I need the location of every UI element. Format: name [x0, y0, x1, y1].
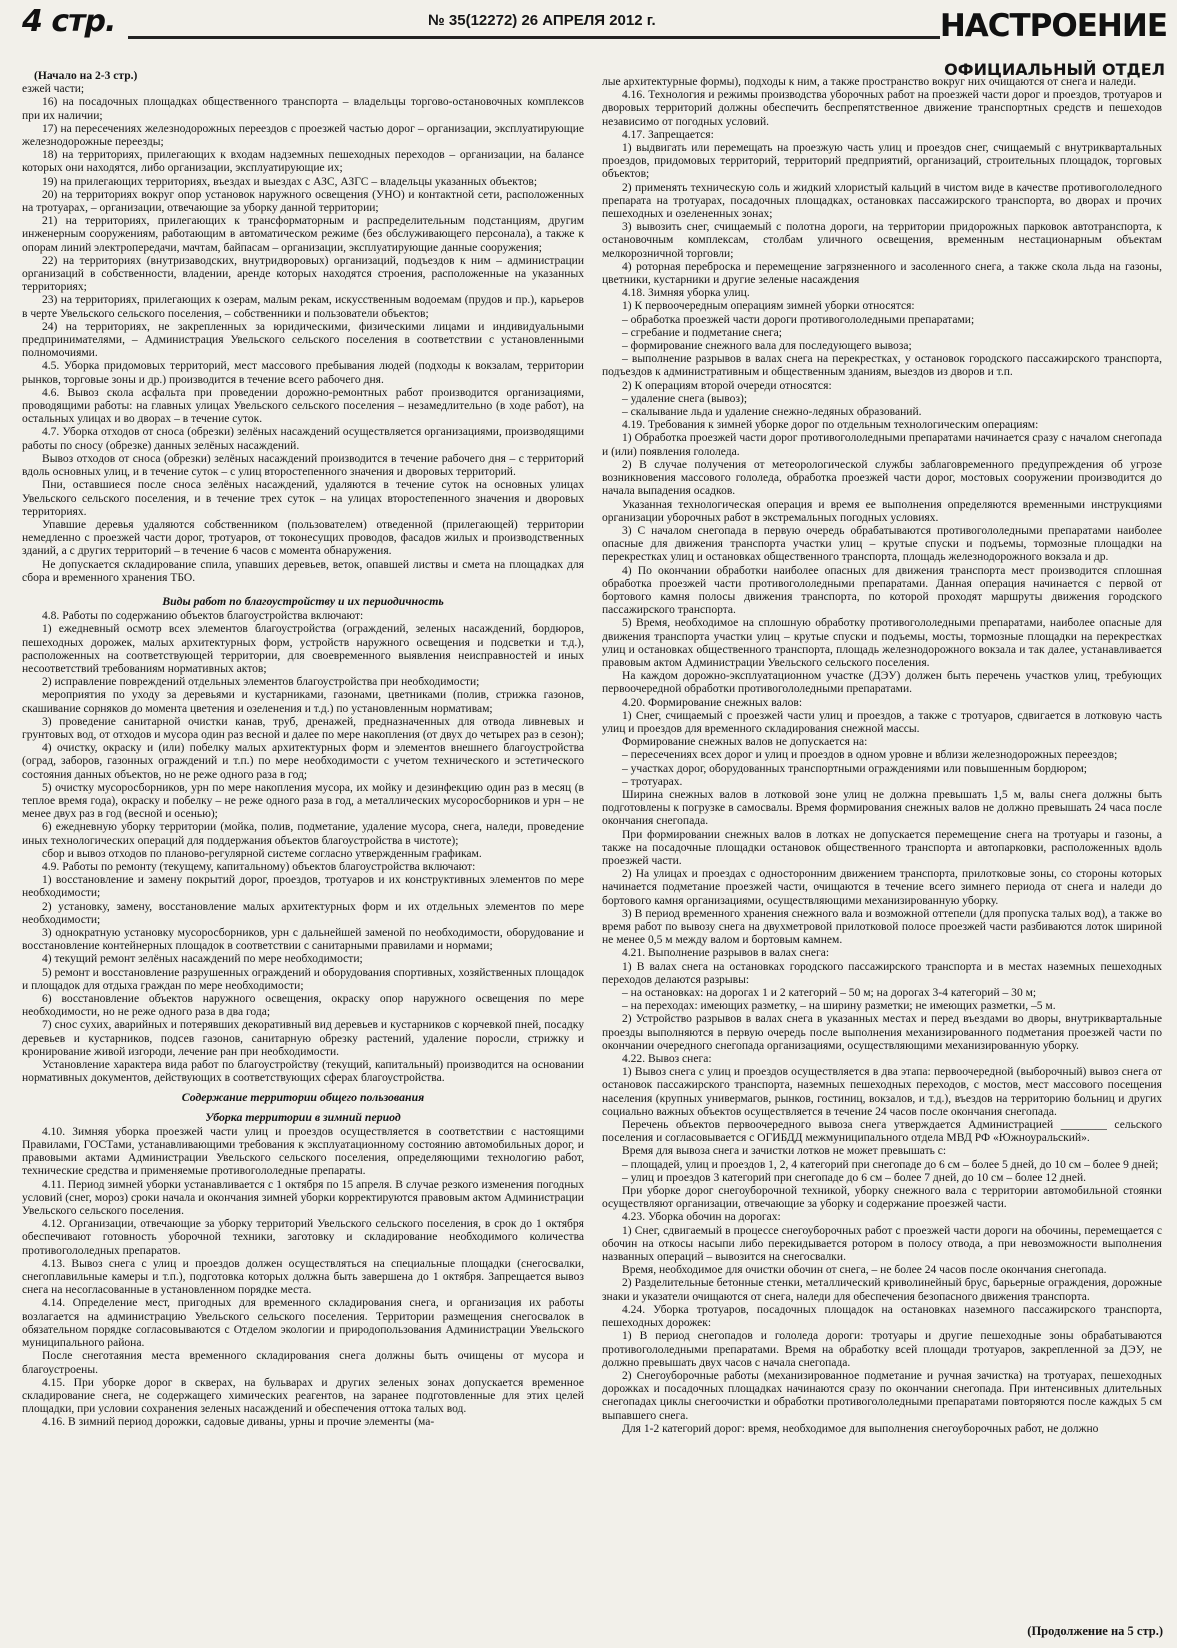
page-header: [0, 0, 1177, 80]
paragraph: 4.12. Организации, отвечающие за уборку территорий Увельского сельского поселения, в срок до 1 октября обеспечивают готовность уборочной техники, заготовку и складирование необходимого количества противогололедных препаратов.: [22, 1218, 584, 1257]
issue-info: № 35(12272) 26 АПРЕЛЯ 2012 г.: [428, 12, 656, 29]
paragraph: 4.24. Уборка тротуаров, посадочных площадок на остановках наземного пассажирского транспорта, пешеходных дорожек:: [602, 1303, 1162, 1330]
paragraph: Вывоз отходов от сноса (обрезки) зелёных насаждений производится в течение рабочего дня – с территорий вдоль основных улиц, и в течение суток – с улиц второстепенного значения и дворовых территорий.: [22, 452, 584, 479]
paragraph: – улиц и проездов 3 категорий при снегопаде до 6 см – более 7 дней, до 10 см – более 12 дней.: [622, 1171, 1087, 1184]
paragraph: 2) К операциям второй очереди относятся:: [622, 379, 832, 392]
paragraph: – формирование снежного вала для последующего вывоза;: [622, 340, 912, 353]
section-title: ОФИЦИАЛЬНЫЙ ОТДЕЛ: [944, 60, 1165, 79]
right-column: [602, 76, 1162, 1436]
paragraph: 22) на территориях (внутризаводских, внутридворовых) организаций, подъездов к ним – администрации организаций в собственности, владении, аренде которых находятся строения, расположенные на указанных территориях;: [22, 254, 584, 294]
paragraph: – обработка проезжей части дороги противогололедными препаратами;: [622, 313, 975, 326]
left-column: [22, 70, 584, 1430]
paragraph: 4.16. Технология и режимы производства уборочных работ на проезжей части дорог и проездов, тротуаров и дворовых территорий должны обеспечить беспрепятственное движение транспортных средств и пешеходов независимо от погодных условий.: [602, 89, 1162, 128]
paragraph: мероприятия по уходу за деревьями и кустарниками, газонами, цветниками (полив, стрижка газонов, скашивание сорняков до момента цветения и озеленения и т.д.) по установленным нормативам;: [22, 689, 584, 715]
paragraph: лые архитектурные формы), подходы к ним, а также пространство вокруг них очищаются от снега и наледи.: [602, 76, 1137, 88]
paragraph: 1) К первоочередным операциям зимней уборки относятся:: [622, 300, 915, 313]
paragraph: 24) на территориях, не закрепленных за юридическими, физическими лицами и индивидуальными предпринимателями, – Администрация Увельского сельского поселения в соответствии с установленными полномочиями.: [22, 320, 584, 360]
paragraph: 16) на посадочных площадках общественного транспорта – владельцы торгово-остановочных комплексов при их наличии;: [22, 96, 584, 122]
paragraph: – тротуарах.: [622, 775, 683, 788]
paragraph: Время, необходимое для очистки обочин от снега, – не более 24 часов после окончания снегопада.: [622, 1264, 1107, 1277]
paragraph: 20) на территориях вокруг опор установок наружного освещения (УНО) и контактной сети, расположенных на тротуарах, – организации, отвечающие за уборку данной территории;: [22, 188, 584, 215]
paragraph: 19) на прилегающих территориях, въездах и выездах с АЗС, АЗГС – владельцы указанных объектов;: [42, 175, 538, 188]
paragraph: 4.19. Требования к зимней уборке дорог по отдельным технологическим операциям:: [622, 419, 1039, 432]
paragraph: – удаление снега (вывоз);: [622, 392, 748, 405]
paragraph: 4.22. Вывоз снега:: [622, 1053, 712, 1066]
paragraph: Перечень объектов первоочередного вывоза снега утверждается Администрацией ________ сельского поселения и согласовывается с ОГИБДД межмуниципального отдела МВД РФ «Южноуральский».: [602, 1119, 1162, 1145]
paragraph: 2) Устройство разрывов в валах снега в указанных местах и перед въездами во дворы, внутриквартальные проезды выполняются в первую очередь после выполнения механизированного подметания проезжей части по окончании очередного снегопада организациями, осуществляющими механизированную уборку.: [602, 1013, 1162, 1052]
paragraph: 4.7. Уборка отходов от сноса (обрезки) зелёных насаждений осуществляется организациями, производящими работы по сносу (обрезке) данных зелёных насаждений.: [22, 426, 584, 452]
paragraph: езжей части;: [22, 83, 85, 96]
paragraph: 4.16. В зимний период дорожки, садовые диваны, урны и прочие элементы (ма-: [42, 1416, 435, 1429]
paragraph: 4.13. Вывоз снега с улиц и проездов должен осуществляться на специальные площадки (снегосвалки, снегоплавильные камеры и т.п.), подготовка которых должна быть завершена до 1 октября. Запрещается вывоз снега на несогласованные в установленном порядке места.: [22, 1257, 584, 1297]
paragraph: 4) текущий ремонт зелёных насаждений по мере необходимости;: [42, 953, 363, 966]
paragraph: 4.14. Определение мест, пригодных для временного складирования снега, и организация их работы возлагается на администрацию Увельского сельского поселения. Территории размещения снегосвалок в обязательном порядке согласовываются с Отделом экологии и природопользования Администрации Увельского муниципального района.: [22, 1297, 584, 1350]
header-rule: [128, 36, 940, 39]
paragraph: – на остановках: на дорогах 1 и 2 категорий – 50 м; на дорогах 3-4 категорий – 30 м;: [622, 987, 1037, 1000]
paragraph: 1) Обработка проезжей части дорог противогололедными препаратами начинается сразу с началом снегопада и (или) появления гололеда.: [602, 432, 1162, 458]
paragraph: 1) В период снегопадов и гололеда дороги: тротуары и другие пешеходные зоны обрабатываются противогололедными препаратами. Время на обработку всей площади тротуаров, закрепленной за ДЭУ, не должно превышать двух часов с начала снегопада.: [602, 1330, 1162, 1369]
paragraph: 18) на территориях, прилегающих к входам надземных пешеходных переходов – организации, на балансе которых они находятся, либо организации, эксплуатирующие их;: [22, 149, 584, 175]
paragraph: 4.9. Работы по ремонту (текущему, капитальному) объектов благоустройства включают:: [42, 860, 476, 873]
paragraph: – сгребание и подметание снега;: [622, 326, 782, 339]
paragraph: 3) проведение санитарной очистки канав, труб, дренажей, предназначенных для отвода ливневых и грунтовых вод, от отходов и мусора один раз весной и далее по мере накопления (от двух до четырех раз в сезон);: [22, 715, 584, 741]
paragraph: – на переходах: имеющих разметку, – на ширину разметки; не имеющих разметки, –5 м.: [622, 1000, 1056, 1013]
paragraph: 4) роторная переброска и перемещение загрязненного и засоленного снега, а также скола льда на газоны, цветники, кустарники и другие зеленые насаждения: [602, 260, 1162, 287]
paragraph: 1) ежедневный осмотр всех элементов благоустройства (ограждений, зеленых насаждений, бордюров, пешеходных дорожек, малых архитектурных форм, устройств наружного освещения и подсветки и т.д.), расположенных на соответствующей территории, для своевременного выявления неисправностей и иных несоответствий требованиям нормативных актов;: [22, 623, 584, 675]
paragraph: 1) восстановление и замену покрытий дорог, проездов, тротуаров и их конструктивных элементов по мере необходимости;: [22, 874, 584, 900]
paragraph: 3) В период временного хранения снежного вала и возможной оттепели (для пропуска талых вод), а также во время работ по вывозу снега на двухметровой прилотковой полосе проезжей части разбиваются лоток шириной не менее 0,5 м между валом и бортовым камнем.: [602, 907, 1162, 947]
paragraph: Установление характера вида работ по благоустройству (текущий, капитальный) производится на основании нормативных документов, действующих в соответствующих сферах благоустройства.: [22, 1059, 584, 1085]
paragraph: 4.20. Формирование снежных валов:: [622, 696, 803, 709]
paragraph: 6) восстановление объектов наружного освещения, окраску опор наружного освещения по мере необходимости, но не реже одного раза в два года;: [22, 993, 584, 1019]
paragraph: При формировании снежных валов в лотках не допускается перемещение снега на тротуары и газоны, а также на посадочные площадки остановок общественного транспорта и автопарковки, расположенных вдоль проезжей части.: [602, 828, 1162, 867]
left-paragraphs-3: [22, 1126, 584, 1430]
paragraph: После снеготаяния места временного складирования снега должны быть очищены от мусора и благоустроены.: [22, 1350, 584, 1376]
left-paragraphs-2: [22, 610, 584, 1085]
paragraph: На каждом дорожно-эксплуатационном участке (ДЭУ) должен быть перечень участков улиц, требующих первоочередной обработки противогололедными препаратами.: [602, 670, 1162, 696]
paragraph: 2) исправление повреждений отдельных элементов благоустройства при необходимости;: [42, 676, 480, 689]
paragraph: 3) С началом снегопада в первую очередь обрабатываются противогололедными препаратами наиболее опасные для движения транспорта участки улиц – крутые спуски и подъемы, тормозные площадки на перекрестках улиц и остановках общественного транспорта, площадь железнодорожного вокзала и др.: [602, 524, 1162, 564]
heading-works: Виды работ по благоустройству и их периодичность: [162, 593, 444, 608]
paragraph: Не допускается складирование спила, упавших деревьев, веток, опавшей листвы и смета на площадках для сбора и временного хранения ТБО.: [22, 558, 584, 584]
paragraph: 2) Разделительные бетонные стенки, металлический криволинейный брус, барьерные ограждения, дорожные знаки и указатели очищаются от снега, наледи для обеспечения безопасного движения транспорта.: [602, 1277, 1162, 1303]
paragraph: 7) снос сухих, аварийных и потерявших декоративный вид деревьев и кустарников с корчевкой пней, посадку деревьев и кустарников, подсев газонов, санитарную обрезку растений, удаление поросли, стрижку и кронирование живой изгороди, лечение ран при необходимости.: [22, 1019, 584, 1058]
paragraph: 6) ежедневную уборку территории (мойка, полив, подметание, удаление мусора, снега, наледи, проведение иных технологических операций для поддержания объектов благоустройства в чистоте);: [22, 821, 584, 847]
paragraph: Для 1-2 категорий дорог: время, необходимое для выполнения снегоуборочных работ, не должно: [622, 1422, 1099, 1435]
paragraph: 4.23. Уборка обочин на дорогах:: [622, 1211, 781, 1224]
paragraph: 1) Вывоз снега с улиц и проездов осуществляется в два этапа: первоочередной (выборочный) вывоз снега от остановок пассажирского транспорта, наземных пешеходных переходов, с мостов, мест массового посещения населения (крупных универмагов, рынков, гостиниц, вокзалов, и т.д.), въездов на территорию больниц и других социально важных объектов осуществляется в течение 24 часов после окончания снегопада.: [602, 1066, 1162, 1118]
paragraph: 4.11. Период зимней уборки устанавливается с 1 октября по 15 апреля. В случае резкого изменения погодных условий (снег, мороз) сроки начала и окончания зимней уборки корректируются правовым актом Администрации Увельского сельского поселения.: [22, 1178, 584, 1218]
paragraph: 2) В случае получения от метеорологической службы заблаговременного предупреждения об угрозе возникновения массового гололеда, обработка проезжей части дорог, мостовых сооружении производится до начала выпадения осадков.: [602, 458, 1162, 498]
paragraph: – участках дорог, оборудованных транспортными ограждениями или повышенным бордюром;: [622, 762, 1087, 775]
paragraph: 3) однократную установку мусоросборников, урн с дальнейшей заменой по необходимости, оборудование и восстановление контейнерных площадок в соответствии с санитарными правилами и нормами;: [22, 927, 584, 953]
paragraph: 4.10. Зимняя уборка проезжей части улиц и проездов осуществляется в соответствии с настоящими Правилами, ГОСТами, устанавливающими требования к эксплуатационному состоянию автомобильных дорог, и правовыми актами Администрации Увельского сельского поселения, определяющими технологию работ, технические средства и применяемые противогололедные препараты.: [22, 1125, 584, 1178]
paragraph: 5) очистку мусоросборников, урн по мере накопления мусора, их мойку и дезинфекцию один раз в месяц (в теплое время года), окраску и побелку – не реже одного раза в год, а металлических мусоросборников и урн – не менее двух раз в год (весной и осенью);: [22, 781, 584, 821]
paragraph: Пни, оставшиеся после сноса зелёных насаждений, удаляются в течение суток на основных улицах Увельского сельского поселения, и в течение трех суток – на улицах второстепенного значения и дворовых территориях.: [22, 479, 584, 518]
paragraph: 2) Снегоуборочные работы (механизированное подметание и ручная зачистка) на тротуарах, пешеходных дорожках и посадочных площадках начинаются сразу по окончании снегопада. При интенсивных длительных снегопадах циклы снегоочистки и обработки противогололедными препаратами повторяются после каждых 5 см выпавшего снега.: [602, 1369, 1162, 1422]
paragraph: 2) установку, замену, восстановление малых архитектурных форм и их отдельных элементов по мере необходимости;: [22, 900, 584, 926]
right-paragraphs: [602, 76, 1162, 1436]
paragraph: 2) На улицах и проездах с односторонним движением транспорта, прилотковые зоны, со стороны которых начинается подметание проезжей части, очищаются в течение всего зимнего периода от снега и наледи до бортового камня организациями, осуществляющими механизированную уборку.: [602, 868, 1162, 907]
paragraph: 17) на пересечениях железнодорожных переездов с проезжей частью дорог – организации, эксплуатирующие железнодорожные переезды;: [22, 122, 584, 149]
paragraph: 2) применять техническую соль и жидкий хлористый кальций в чистом виде в качестве противогололедного препарата на тротуарах, посадочных площадках, остановках пассажирского транспорта, во дворах и прочих пешеходных и озелененных зонах;: [602, 181, 1162, 221]
paragraph: – выполнение разрывов в валах снега на перекрестках, у остановок городского пассажирского транспорта, подъездов к административным и общественным зданиям, выездов из дворов и т.п.: [602, 353, 1162, 379]
paragraph: Ширина снежных валов в лотковой зоне улиц не должна превышать 1,5 м, валы снега должны быть подготовлены к погрузке в самосвалы. Время формирования снежных валов не должно превышать 24 часа после окончания снегопада.: [602, 788, 1162, 828]
paragraph: 5) Время, необходимое на сплошную обработку противогололедными препаратами, наиболее опасные для движения транспорта участки улиц – крутые спуски и подъемы, мосты, тормозные площадки на перекрестках улиц и остановках общественного транспорта, площадь железнодорожного вокзала и так далее, устанавливается правовым актом Администрации Увельского сельского поселения.: [602, 617, 1162, 669]
heading-winter-cleaning: Уборка территории в зимний период: [205, 1109, 401, 1124]
paragraph: Указанная технологическая операция и время ее выполнения определяются временными инструкциями организации уборочных работ в экстремальных погодных условиях.: [602, 498, 1162, 524]
paragraph: 1) выдвигать или перемещать на проезжую часть улиц и проездов снег, счищаемый с внутриквартальных проездов, придомовых территорий, территорий предприятий, организаций, строительных площадок, торговых объектов;: [602, 142, 1162, 181]
paragraph: – пересечениях всех дорог и улиц и проездов в одном уровне и вблизи железнодорожных переездов;: [622, 749, 1118, 762]
paragraph: 4.15. При уборке дорог в скверах, на бульварах и других зеленых зонах допускается временное складирование снега, не содержащего химических реагентов, на заранее подготовленные для этих целей площадки, при условии сохранения зеленых насаждений и обеспечения оттока талых вод.: [22, 1376, 584, 1416]
heading-public-territory: Содержание территории общего пользования: [181, 1090, 425, 1105]
start-note: (Начало на 2-3 стр.): [34, 70, 138, 82]
paragraph: 3) вывозить снег, счищаемый с полотна дороги, на территории придорожных парковок автотранспорта, к остановочным комплексам, столбам уличного освещения, временным нестационарным объектам мелкорозничной торговли;: [602, 221, 1162, 260]
paragraph: 5) ремонт и восстановление разрушенных ограждений и оборудования спортивных, хозяйственных площадок и площадок для отдыха граждан по мере необходимости;: [22, 966, 584, 992]
paragraph: Формирование снежных валов не допускается на:: [622, 736, 868, 749]
paragraph: 4.21. Выполнение разрывов в валах снега:: [622, 947, 830, 960]
paragraph: 1) В валах снега на остановках городского пассажирского транспорта и в местах наземных пешеходных переходов делаются разрывы:: [602, 960, 1162, 986]
newspaper-brand: НАСТРОЕНИЕ: [939, 8, 1167, 44]
page-number: 4 стр.: [22, 4, 116, 39]
continued-note: (Продолжение на 5 стр.): [1027, 1624, 1163, 1638]
paragraph: 4.17. Запрещается:: [622, 128, 714, 141]
paragraph: 21) на территориях, прилегающих к трансформаторным и распределительным подстанциям, другим инженерным сооружениям, работающим в автоматическом режиме (без обслуживающего персонала), а также к опорам линий электропередачи, мачтам, байпасам – организации, эксплуатирующие данные сооружения;: [22, 215, 584, 254]
paragraph: 1) Снег, сдвигаемый в процессе снегоуборочных работ с проезжей части дороги на обочины, перемещается с обочин на откосы насыпи либо перекидывается ротором в полосу отвода, а при невозможности выполнения названных операций – вывозится на снегосвалки.: [602, 1224, 1162, 1264]
paragraph: 4.8. Работы по содержанию объектов благоустройства включают:: [42, 610, 364, 623]
paragraph: 1) Снег, счищаемый с проезжей части улиц и проездов, а также с тротуаров, сдвигается в лотковую часть улиц и проездов для временного складирования снежной массы.: [602, 709, 1162, 735]
paragraph: – скалывание льда и удаление снежно-ледяных образований.: [622, 406, 922, 419]
paragraph: Упавшие деревья удаляются собственником (пользователем) отведенной (прилегающей) территории немедленно с проезжей части дорог, тротуаров, от токонесущих проводов, фасадов жилых и производственных зданий, а с других территорий – в течение 6 часов с момента обнаружения.: [22, 518, 584, 558]
paragraph: 4.5. Уборка придомовых территорий, мест массового пребывания людей (подходы к вокзалам, территории рынков, торговые зоны и др.) производится в течение всего рабочего дня.: [22, 360, 584, 386]
paragraph: 4) очистку, окраску и (или) побелку малых архитектурных форм и элементов внешнего благоустройства (оград, заборов, газонных ограждений и т.п.) по мере необходимости с учетом технического и эстетического состояния данных объектов, но не реже одного раза в год;: [22, 742, 584, 781]
paragraph: При уборке дорог снегоуборочной техникой, уборку снежного вала с территории автомобильной стоянки осуществляют организации, отвечающие за уборку и содержание проезжей части.: [602, 1185, 1162, 1211]
paragraph: Время для вывоза снега и зачистки лотков не может превышать с:: [622, 1145, 947, 1158]
paragraph: 4.6. Вывоз скола асфальта при проведении дорожно-ремонтных работ производится организациями, проводящими работы: на главных улицах Увельского сельского поселения – незамедлительно (в ходе работ), на остальных улицах и во дворах – в течение суток.: [22, 386, 584, 426]
paragraph: 23) на территориях, прилегающих к озерам, малым рекам, искусственным водоемам (прудов и пр.), карьеров в черте Увельского сельского поселения, – собственники и пользователи объектов;: [22, 294, 584, 320]
paragraph: – площадей, улиц и проездов 1, 2, 4 категорий при снегопаде до 6 см – более 5 дней, до 10 см – более 9 дней;: [622, 1158, 1159, 1171]
paragraph: 4.18. Зимняя уборка улиц.: [622, 287, 750, 300]
left-paragraphs-1: [22, 83, 584, 585]
paragraph: сбор и вывоз отходов по планово-регулярной системе согласно утвержденным графикам.: [42, 847, 482, 860]
paragraph: 4) По окончании обработки наиболее опасных для движения транспорта мест производится сплошная обработка проезжей части противогололедными препаратами. Данная операция начинается с первой от бортового камня полосы движения транспорта, по которой проходят маршруты движения городского пассажирского транспорта.: [602, 564, 1162, 617]
